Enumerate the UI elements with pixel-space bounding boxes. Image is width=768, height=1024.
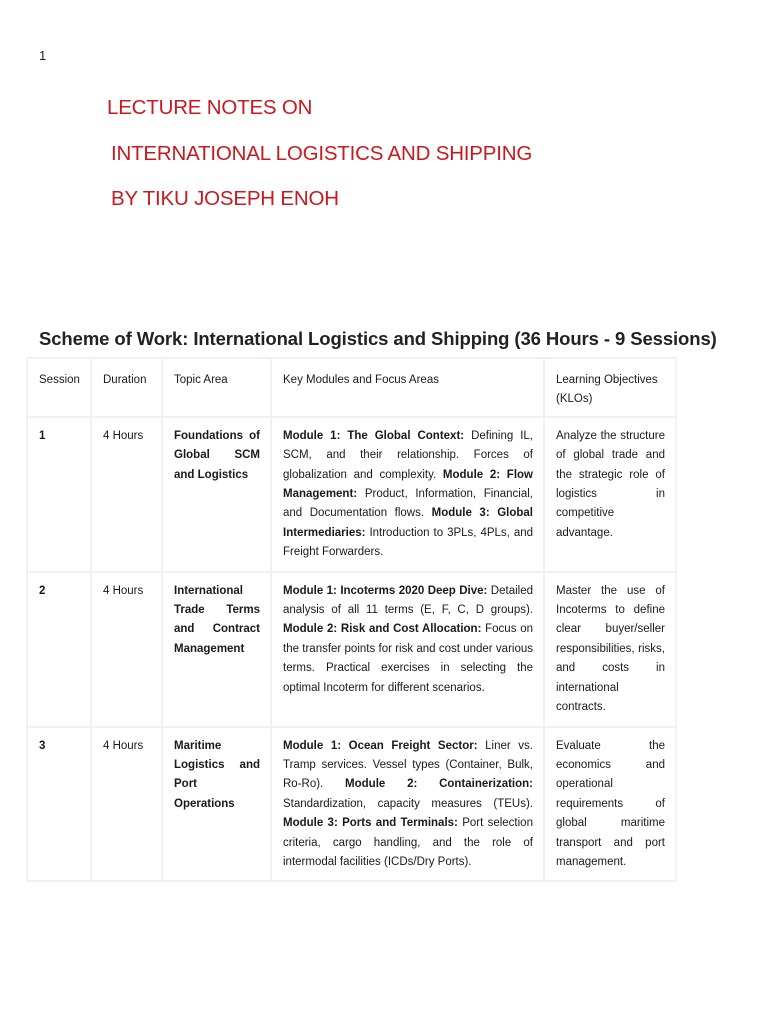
module-text: Standardization, capacity measures (TEUs). (283, 797, 533, 810)
scheme-heading: Scheme of Work: International Logistics and Shipping (36 Hours - 9 Sessions) (39, 328, 717, 349)
session-cell: 1 (28, 418, 90, 571)
header-topic: Topic Area (163, 359, 270, 416)
module-text: Detailed analysis of all 11 terms (E, F, C, D groups). (283, 584, 533, 617)
session-cell: 3 (28, 728, 90, 881)
header-objectives: Learning Objectives (KLOs) (545, 359, 675, 416)
header-session: Session (28, 359, 90, 416)
lecture-title-line-3: BY TIKU JOSEPH ENOH (111, 187, 339, 210)
header-duration: Duration (92, 359, 161, 416)
page-number: 1 (39, 48, 47, 63)
module-text: Product, Information, Financial, and Documentation flows. (283, 488, 533, 520)
modules-cell (272, 728, 543, 881)
module-label: Module 2: Risk and Cost Allocation: (283, 623, 482, 636)
module-label: Module 3: Ports and Terminals: (283, 817, 458, 830)
table-row (28, 418, 675, 571)
module-label: Module 1: Incoterms 2020 Deep Dive: (283, 584, 488, 597)
module-text: Introduction to 3PLs, 4PLs, and Freight Forwarders. (283, 526, 534, 559)
session-cell: 2 (28, 573, 90, 726)
objectives-cell: Evaluate the economics and operational requirements of global maritime transport and port management. (545, 728, 675, 881)
duration-cell: 4 Hours (92, 728, 161, 881)
lecture-title-line-1: LECTURE NOTES ON (107, 96, 313, 119)
modules-cell (272, 573, 543, 726)
module-text: Focus on the transfer points for risk and cost under various terms. Practical exercises in selecting the optimal Incoterm for different scenarios. (283, 623, 533, 694)
module-text: Defining IL, SCM, and their relationship. Forces of globalization and complexity. (283, 429, 533, 481)
module-label: Module 3: Global Intermediaries: (283, 507, 533, 539)
table-row (28, 728, 675, 881)
topic-cell: International Trade Terms and Contract Management (163, 573, 270, 726)
scheme-of-work-table (26, 357, 677, 882)
module-label: Module 1: The Global Context: (283, 429, 465, 442)
duration-cell: 4 Hours (92, 573, 161, 726)
module-label: Module 1: Ocean Freight Sector: (283, 739, 478, 752)
objectives-cell: Analyze the structure of global trade and the strategic role of logistics in competitive advantage. (545, 418, 675, 571)
topic-cell: Foundations of Global SCM and Logistics (163, 418, 270, 571)
topic-cell: Maritime Logistics and Port Operations (163, 728, 270, 881)
lecture-title-line-2: INTERNATIONAL LOGISTICS AND SHIPPING (111, 142, 533, 165)
module-text: Liner vs. Tramp services. Vessel types (Container, Bulk, Ro-Ro). (283, 739, 534, 791)
duration-cell: 4 Hours (92, 418, 161, 571)
table-row (28, 573, 675, 726)
objectives-cell: Master the use of Incoterms to define clear buyer/seller responsibilities, risks, and costs in international contracts. (545, 573, 675, 726)
modules-cell (272, 418, 543, 571)
table-header-row (28, 359, 675, 416)
module-label: Module 2: Flow Management: (283, 468, 533, 501)
module-text: Port selection criteria, cargo handling, and the role of intermodal facilities (ICDs/Dry Ports). (283, 817, 533, 868)
module-label: Module 2: Containerization: (345, 778, 533, 791)
header-modules: Key Modules and Focus Areas (272, 359, 543, 416)
